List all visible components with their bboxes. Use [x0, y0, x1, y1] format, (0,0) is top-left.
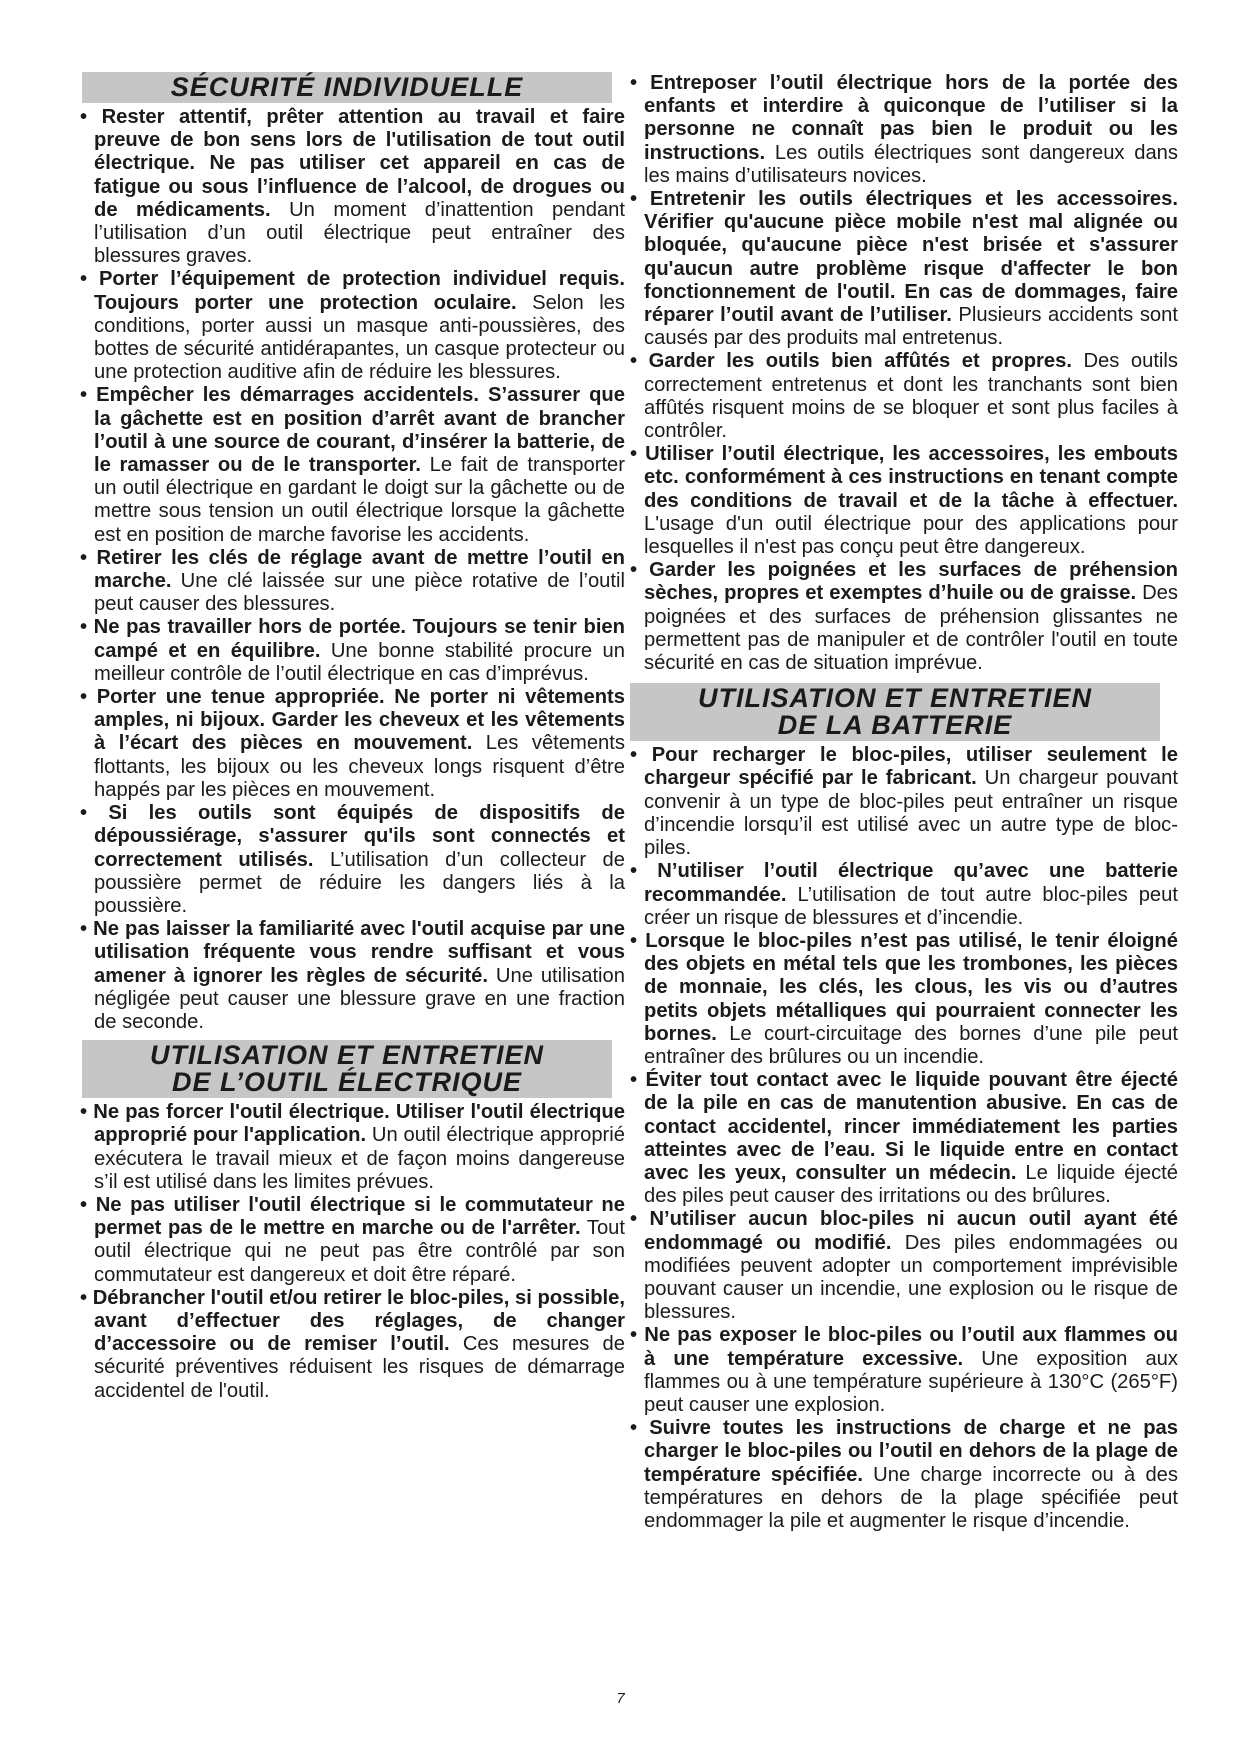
- heading-line-2: DE LA BATTERIE: [777, 710, 1013, 741]
- bullet-body-text: Le fait de transporter un outil électrique en gardant le doigt sur la gâchette ou de mettre sous tension un outil électrique lorsque la gâchette est en position de marche favorise les accidents.: [94, 454, 626, 546]
- heading-line-1: UTILISATION ET ENTRETIEN: [150, 1040, 544, 1071]
- bullet-lead-text: Pour recharger le bloc-piles, utiliser seulement le chargeur spécifié par le fabricant.: [644, 744, 1179, 790]
- bullet-icon: •: [80, 546, 97, 569]
- bullet-lead-text: Ne pas laisser la familiarité avec l'outil acquise par une utilisation fréquente vous rendre suffisant et vous amener à ignorer les règles de sécurité.: [93, 918, 625, 987]
- bullet-icon: •: [80, 802, 109, 825]
- bullet-icon: •: [630, 1324, 645, 1347]
- left-column: [80, 72, 625, 1403]
- heading-text: SÉCURITÉ INDIVIDUELLE: [170, 72, 524, 102]
- page-number: 7: [616, 1690, 625, 1707]
- bullet-body-text: Un outil électrique approprié exécutera le travail mieux et de façon moins dangereuse s’il est utilisé dans les limites prévues.: [94, 1124, 625, 1193]
- bullet-lead-text: Débrancher l'outil et/ou retirer le bloc-piles, si possible, avant d’effectuer des réglages, de changer d’accessoire ou de remiser l’outil.: [92, 1286, 625, 1356]
- bullet-item: [630, 1417, 1178, 1533]
- bullet-body-text: Une exposition aux flammes ou à une température supérieure à 130°C (265°F) peut causer une explosion.: [644, 1347, 1178, 1416]
- bullet-body-text: L’utilisation d’un collecteur de poussière permet de réduire les dangers liés à la poussière.: [94, 848, 626, 917]
- bullet-item: [80, 616, 625, 686]
- bullet-lead-text: Empêcher les démarrages accidentels. S’assurer que la gâchette est en position d’arrêt avant de brancher l’outil à une source de courant, d’insérer la batterie, de le ramasser ou de le transporter.: [94, 384, 625, 477]
- bullet-icon: •: [630, 1069, 646, 1092]
- bullet-body-text: Ces mesures de sécurité préventives réduisent les risques de démarrage accidentel de l'outil.: [94, 1333, 625, 1402]
- bullet-icon: •: [630, 559, 650, 582]
- bullet-body-text: Le liquide éjecté des piles peut causer des irritations ou des brûlures.: [644, 1161, 1179, 1208]
- bullet-body-text: Tout outil électrique qui ne peut pas être contrôlé par son commutateur est dangereux et doit être réparé.: [94, 1217, 626, 1286]
- heading-batterie: [630, 683, 1160, 741]
- bullet-item: [80, 384, 625, 546]
- bullet-icon: •: [630, 744, 652, 767]
- bullet-body-text: L'usage d'un outil électrique pour des applications pour lesquelles il n'est pas conçu peut être dangereux.: [644, 512, 1178, 559]
- bullet-lead-text: Garder les poignées et les surfaces de préhension sèches, propres et exemptes d’huile ou de graisse.: [644, 559, 1178, 605]
- bullet-body-text: Les vêtements flottants, les bijoux ou les cheveux longs risquent d’être happés par les pièces en mouvement.: [94, 732, 625, 801]
- battery-list: [630, 744, 1178, 1533]
- bullet-item: [80, 1101, 625, 1194]
- bullet-icon: •: [80, 616, 94, 639]
- bullet-lead-text: Ne pas exposer le bloc-piles ou l’outil aux flammes ou à une température excessive.: [644, 1324, 1179, 1370]
- bullet-body-text: Selon les conditions, porter aussi un masque anti-poussières, des bottes de sécurité antidérapantes, un casque protecteur ou une protection auditive afin de réduire les blessures.: [94, 291, 626, 384]
- bullet-item: [630, 1069, 1178, 1208]
- bullet-item: [80, 106, 625, 268]
- bullet-body-text: Un chargeur pouvant convenir à un type de bloc-piles peut entraîner un risque d’incendie lorsqu’il est utilisé avec un autre type de bloc-piles.: [644, 767, 1178, 860]
- bullet-item: [630, 930, 1178, 1069]
- bullet-lead-text: Suivre toutes les instructions de charge et ne pas charger le bloc-piles ou l’outil en dehors de la plage de température spécifiée.: [644, 1417, 1178, 1486]
- bullet-body-text: Des poignées et des surfaces de préhension glissantes ne permettent pas de manipuler et de contrôler l'outil en toute sécurité en cas de situation imprévue.: [644, 582, 1178, 675]
- bullet-item: [80, 1194, 625, 1287]
- bullet-lead-text: Retirer les clés de réglage avant de mettre l’outil en marche.: [94, 546, 625, 593]
- bullet-lead-text: N’utiliser l’outil électrique qu’avec une batterie recommandée.: [644, 860, 1178, 906]
- bullet-lead-text: Ne pas travailler hors de portée. Toujours se tenir bien campé et en équilibre.: [93, 616, 625, 662]
- bullet-body-text: Les outils électriques sont dangereux dans les mains d’utilisateurs novices.: [644, 141, 1178, 187]
- bullet-lead-text: Entretenir les outils électriques et les accessoires. Vérifier qu'aucune pièce mobile n'est mal alignée ou bloquée, qu'aucune pièce n'est brisée et s'assurer qu'aucun autre problème risque d'affecter le bon fonctionnement de l'outil. En cas de dommages, faire réparer l’outil avant de l’utiliser.: [644, 188, 1178, 327]
- bullet-body-text: L’utilisation de tout autre bloc-piles peut créer un risque de blessures et d’incendie.: [644, 883, 1178, 929]
- bullet-icon: •: [80, 686, 97, 709]
- bullet-item: [630, 443, 1178, 559]
- right-column: [630, 72, 1178, 1533]
- bullet-item: [630, 1324, 1178, 1417]
- bullet-item: [630, 744, 1178, 860]
- bullet-body-text: Une clé laissée sur une pièce rotative de l’outil peut causer des blessures.: [94, 570, 625, 616]
- bullet-item: [630, 1208, 1178, 1324]
- bullet-lead-text: Garder les outils bien affûtés et propres.: [648, 350, 1072, 373]
- bullet-icon: •: [80, 268, 99, 291]
- bullet-item: [80, 268, 625, 384]
- bullet-body-text: Une utilisation négligée peut causer une blessure grave en une fraction de seconde.: [94, 964, 625, 1033]
- bullet-icon: •: [630, 1208, 650, 1231]
- bullet-lead-text: Utiliser l’outil électrique, les accessoires, les embouts etc. conformément à ces instructions en tenant compte des conditions de travail et de la tâche à effectuer.: [644, 443, 1178, 512]
- bullet-item: [630, 350, 1178, 443]
- bullet-item: [630, 559, 1178, 675]
- bullet-icon: •: [630, 1417, 650, 1440]
- bullet-item: [630, 188, 1178, 350]
- bullet-body-text: Un moment d’inattention pendant l’utilisation d’un outil électrique peut entraîner des blessures graves.: [94, 198, 626, 268]
- bullet-icon: •: [80, 106, 102, 128]
- bullet-item: [80, 918, 625, 1034]
- bullet-icon: •: [630, 188, 650, 211]
- bullet-icon: •: [80, 1101, 94, 1124]
- tool-maintenance-list: [630, 72, 1178, 675]
- heading-line-2: DE L’OUTIL ÉLECTRIQUE: [171, 1067, 522, 1098]
- bullet-body-text: Une bonne stabilité procure un meilleur contrôle de l’outil électrique en cas d’imprévus.: [94, 639, 625, 685]
- bullet-item: [80, 547, 625, 617]
- bullet-lead-text: Lorsque le bloc-piles n’est pas utilisé, le tenir éloigné des objets en métal tels que les trombones, les pièces de monnaie, les clés, les clous, les vis ou d’autres petits objets métalliques qui pourraient connecter les bornes.: [644, 929, 1178, 1045]
- bullet-lead-text: Porter l’équipement de protection individuel requis. Toujours porter une protection oculaire.: [94, 268, 625, 314]
- bullet-icon: •: [80, 384, 97, 407]
- bullet-icon: •: [80, 1193, 96, 1216]
- bullet-lead-text: Entreposer l’outil électrique hors de la portée des enfants et interdire à quiconque de l’utiliser si la personne ne connaît pas bien le produit ou les instructions.: [644, 72, 1178, 164]
- bullet-icon: •: [80, 1286, 93, 1309]
- bullet-body-text: Une charge incorrecte ou à des températures en dehors de la plage spécifiée peut endommager la pile et augmenter le risque d’incendie.: [644, 1463, 1178, 1532]
- bullet-lead-text: Porter une tenue appropriée. Ne porter ni vêtements amples, ni bijoux. Garder les cheveux et les vêtements à l’écart des pièces en mouvement.: [94, 686, 625, 755]
- bullet-body-text: Plusieurs accidents sont causés par des produits mal entretenus.: [644, 304, 1178, 350]
- bullet-lead-text: Si les outils sont équipés de dispositifs de dépoussiérage, s'assurer qu'ils sont connectés et correctement utilisés.: [94, 802, 625, 871]
- bullet-lead-text: Ne pas utiliser l'outil électrique si le commutateur ne permet pas de le mettre en marche ou de l'arrêter.: [94, 1193, 625, 1240]
- bullet-body-text: Des outils correctement entretenus et dont les tranchants sont bien affûtés risquent moins de se bloquer et sont plus faciles à contrôler.: [644, 350, 1178, 443]
- safety-list: [80, 106, 625, 1034]
- bullet-body-text: Le court-circuitage des bornes d’une pile peut entraîner des brûlures ou un incendie.: [644, 1022, 1178, 1068]
- bullet-lead-text: Rester attentif, prêter attention au travail et faire preuve de bon sens lors de l'utilisation de tout outil électrique. Ne pas utiliser cet appareil en cas de fatigue ou sous l’influence de l’alcool, de drogues ou de médicaments.: [94, 106, 625, 221]
- heading-securite-individuelle: [82, 72, 612, 103]
- heading-line-1: UTILISATION ET ENTRETIEN: [698, 683, 1092, 714]
- bullet-icon: •: [630, 929, 646, 952]
- bullet-lead-text: Éviter tout contact avec le liquide pouvant être éjecté de la pile en cas de manutention abusive. En cas de contact accidentel, rincer immédiatement les parties atteintes avec de l’eau. Si le liquide entre en contact avec les yeux, consulter un médecin.: [644, 1069, 1178, 1184]
- bullet-icon: •: [630, 72, 651, 94]
- bullet-icon: •: [630, 350, 649, 373]
- heading-outil-electrique: [82, 1040, 612, 1098]
- bullet-icon: •: [630, 860, 658, 883]
- bullet-lead-text: Ne pas forcer l'outil électrique. Utiliser l'outil électrique approprié pour l'application.: [93, 1101, 625, 1147]
- bullet-item: [630, 860, 1178, 930]
- bullet-item: [80, 802, 625, 918]
- bullet-item: [80, 686, 625, 802]
- tool-use-list: [80, 1101, 625, 1403]
- bullet-item: [80, 1287, 625, 1403]
- bullet-body-text: Des piles endommagées ou modifiées peuvent adopter un comportement imprévisible pouvant causer un incendie, une explosion ou le risque de blessures.: [644, 1231, 1178, 1324]
- bullet-item: [630, 72, 1178, 188]
- bullet-icon: •: [630, 443, 646, 466]
- bullet-lead-text: N’utiliser aucun bloc-piles ni aucun outil ayant été endommagé ou modifié.: [644, 1208, 1179, 1254]
- bullet-icon: •: [80, 918, 94, 941]
